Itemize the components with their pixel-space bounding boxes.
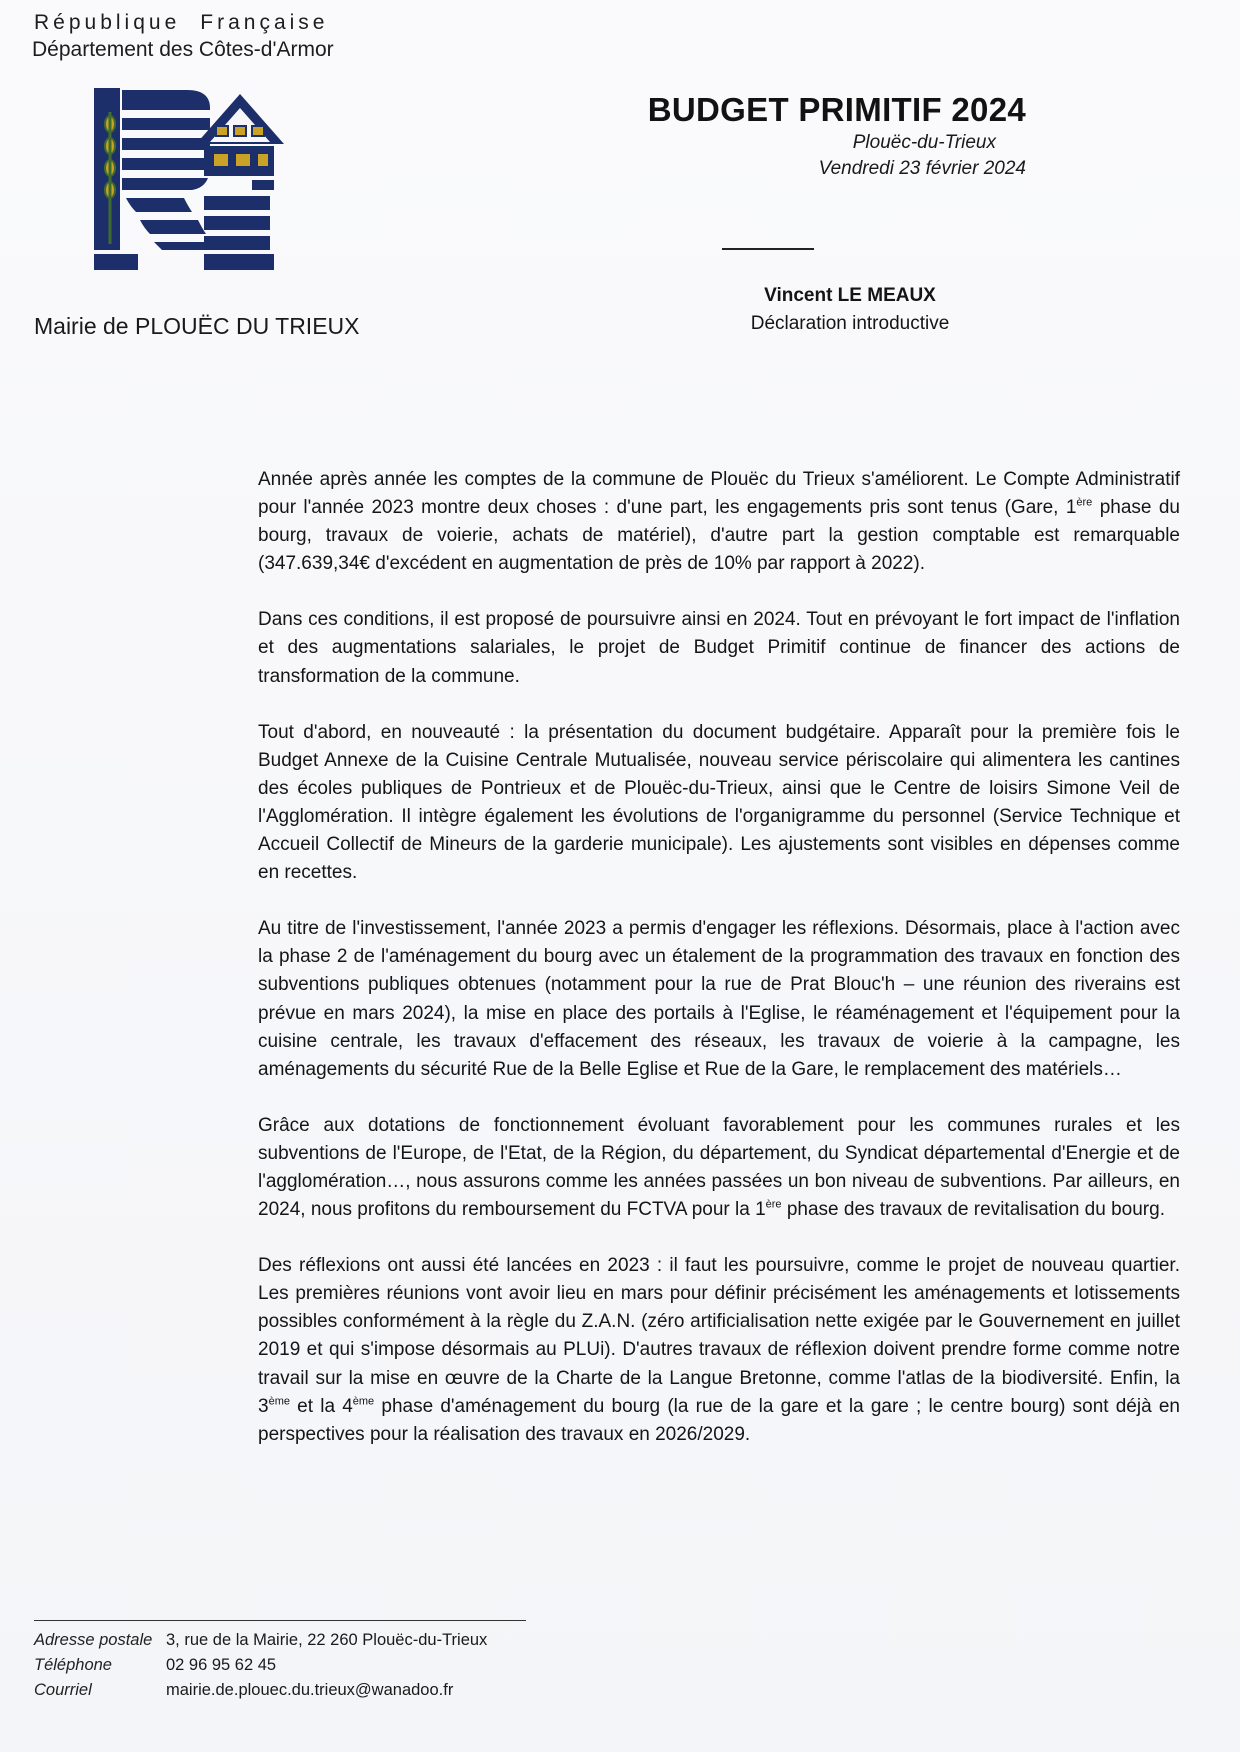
contact-footer: [34, 1628, 487, 1703]
paragraph-6: Des réflexions ont aussi été lancées en 2023 : il faut les poursuivre, comme le projet de nouveau quartier. Les premières réunions vont avoir lieu en mars pour définir précisément les aménagements et lotissements possibles conformément à la règle du Z.A.N. (zéro artificialisation nette exigée par le Gouvernement en juillet 2019 et qui s'impose désormais au PLUi). D'autres travaux de réflexion doivent prendre forme comme notre travail sur la mise en œuvre de la Charte de la Langue Bretonne, comme l'atlas de la biodiversité. Enfin, la 3ème et la 4ème phase d'aménagement du bourg (la rue de la gare et la gare ; le centre bourg) sont déjà en perspectives pour la réalisation des travaux en 2026/2029.: [258, 1255, 1180, 1445]
speaker-block: [700, 282, 1000, 338]
paragraph-4: Au titre de l'investissement, l'année 2023 a permis d'engager les réflexions. Désormais, place à l'action avec la phase 2 de l'aménagement du bourg avec un étalement de la programmation des travaux en fonction des subventions publiques obtenues (notamment pour la rue de Prat Blouc'h – une réunion des riverains est prévue en mars 2024), la mise en place des portails à l'Eglise, le réaménagement et l'équipement pour la cuisine centrale, les travaux d'effacement des réseaux, les travaux de voierie à la campagne, les aménagements du sécurité Rue de la Belle Eglise et Rue de la Gare, le remplacement des matériels…: [258, 918, 1180, 1080]
document-title: BUDGET PRIMITIF 2024: [647, 91, 1026, 128]
speaker-name: Vincent LE MEAUX: [764, 285, 936, 306]
speech-body: [258, 466, 1180, 1477]
footer-divider: [34, 1620, 526, 1621]
speech-type: Déclaration introductive: [750, 313, 950, 334]
footer-email-row: [34, 1678, 487, 1703]
address-value: 3, rue de la Mairie, 22 260 Plouëc-du-Trieux: [166, 1631, 488, 1649]
email-label: Courriel: [34, 1681, 92, 1699]
republic-word: République: [34, 11, 181, 34]
phone-label: Téléphone: [34, 1656, 112, 1674]
document-date: Vendredi 23 février 2024: [818, 158, 1026, 179]
paragraph-3: Tout d'abord, en nouveauté : la présentation du document budgétaire. Apparaît pour la première fois le Budget Annexe de la Cuisine Centrale Mutualisée, nouveau service périscolaire qui alimentera les cantines des écoles publiques de Pontrieux et de Plouëc-du-Trieux, ainsi que le Centre de loisirs Simone Veil de l'Agglomération. Il intègre également les évolutions de l'organigramme du personnel (Service Technique et Accueil Collectif de Mineurs de la garderie municipale). Les ajustements sont visibles en dépenses comme en recettes.: [258, 721, 1180, 884]
letterhead: [34, 10, 334, 64]
footer-address-row: [34, 1628, 487, 1653]
email-value: mairie.de.plouec.du.trieux@wanadoo.fr: [166, 1681, 454, 1699]
town-logo: [92, 84, 297, 274]
paragraph-2: Dans ces conditions, il est proposé de poursuivre ainsi en 2024. Tout en prévoyant le fort impact de l'inflation et des augmentations salariales, le projet de Budget Primitif continue de financer des actions de transformation de la commune.: [258, 609, 1180, 687]
francaise-word: Française: [200, 11, 329, 34]
department-name: Département des Côtes-d'Armor: [32, 38, 334, 61]
title-block: [648, 90, 1026, 182]
document-place: Plouëc-du-Trieux: [852, 132, 996, 153]
footer-phone-row: [34, 1653, 487, 1678]
paragraph-5: Grâce aux dotations de fonctionnement évoluant favorablement pour les communes rurales et les subventions de l'Europe, de l'Etat, de la Région, du département, du Syndicat départemental d'Energie et de l'agglomération…, nous assurons comme les années passées un bon niveau de subventions. Par ailleurs, en 2024, nous profitons du remboursement du FCTVA pour la 1ère phase des travaux de revitalisation du bourg.: [258, 1114, 1180, 1221]
mairie-name: Mairie de PLOUËC DU TRIEUX: [34, 313, 360, 339]
republic-line: [34, 10, 334, 36]
paragraph-1: Année après année les comptes de la commune de Plouëc du Trieux s'améliorent. Le Compte Administratif pour l'année 2023 montre deux choses : d'une part, les engagements pris sont tenus (Gare, 1ère phase du bourg, travaux de voierie, achats de matériel), d'autre part la gestion comptable est remarquable (347.639,34€ d'excédent en augmentation de près de 10% par rapport à 2022).: [258, 469, 1180, 575]
title-underline: [722, 248, 814, 250]
address-label: Adresse postale: [34, 1631, 153, 1649]
phone-value: 02 96 95 62 45: [166, 1656, 277, 1674]
